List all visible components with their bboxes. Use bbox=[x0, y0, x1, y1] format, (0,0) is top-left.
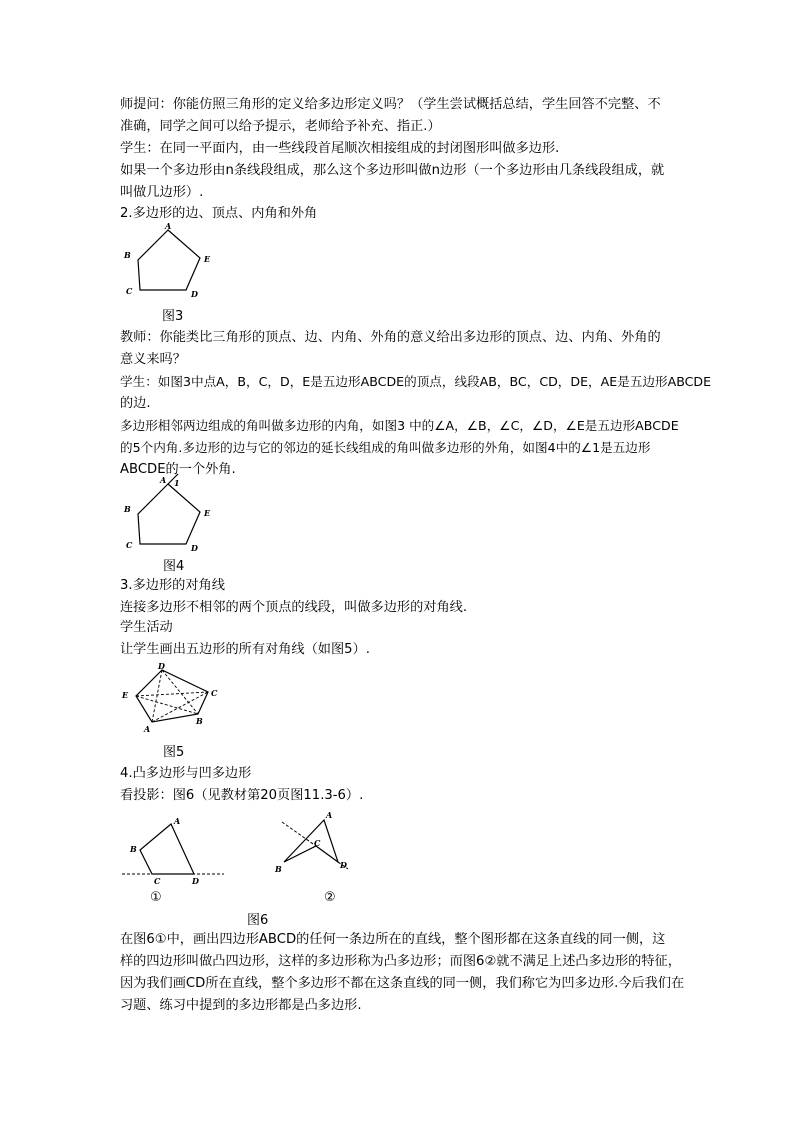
figure-5-diagonals bbox=[118, 660, 228, 735]
text-line: 的边. bbox=[120, 396, 151, 411]
vertex-label-d: D bbox=[191, 543, 198, 552]
vertex-label-a: A bbox=[165, 222, 172, 231]
section-heading-2: 2.多边形的边、顶点、内角和外角 bbox=[120, 206, 318, 221]
vertex-label-b: B bbox=[124, 504, 131, 514]
angle-label-1: 1 bbox=[174, 478, 180, 488]
figure-6-convex-quadrilateral bbox=[118, 812, 238, 907]
pentagon-shape bbox=[138, 484, 200, 544]
text-line: 叫做几边形）. bbox=[120, 185, 204, 200]
vertex-label-d: D bbox=[191, 289, 198, 299]
text-line: 因为我们画CD所在直线，整个多边形不都在这条直线的同一侧，我们称它为凹多边形.今后我们在 bbox=[120, 976, 685, 991]
paragraph-teacher-question bbox=[120, 94, 700, 116]
vertex-label-e: E bbox=[204, 254, 211, 264]
quadrilateral-shape bbox=[140, 824, 194, 874]
vertex-label-c: C bbox=[154, 876, 161, 886]
figure-6-caption: 图6 bbox=[247, 913, 269, 928]
vertex-label-a: A bbox=[160, 475, 167, 485]
pentagon-shape bbox=[138, 230, 200, 290]
section-heading-3: 3.多边形的对角线 bbox=[120, 578, 225, 593]
paragraph-diagonal-definition: 连接多边形不相邻的两个顶点的线段，叫做多边形的对角线. bbox=[120, 600, 468, 615]
vertex-label-a: A bbox=[326, 810, 333, 820]
vertex-label-c: C bbox=[126, 286, 133, 296]
paragraph-teacher-analogy: 教师：你能类比三角形的顶点、边、内角、外角的意义给出多边形的顶点、边、内角、外角的 bbox=[120, 330, 661, 345]
quadrilateral-shape bbox=[284, 820, 338, 862]
paragraph-projection: 看投影：图6（见教材第20页图11.3-6）. bbox=[120, 788, 364, 803]
section-heading-4: 4.凸多边形与凹多边形 bbox=[120, 766, 252, 781]
paragraph-convex-explanation: 在图6①中，画出四边形ABCD的任何一条边所在的直线，整个图形都在这条直线的同一侧，这 bbox=[120, 932, 666, 947]
sub-label-1: ① bbox=[150, 890, 162, 905]
vertex-label-e: E bbox=[204, 508, 211, 518]
pentagon-shape bbox=[136, 670, 208, 722]
vertex-label-d: D bbox=[192, 876, 199, 886]
text-line: 准确，同学之间可以给予提示，老师给予补充、指正.） bbox=[120, 119, 441, 134]
vertex-label-c: C bbox=[314, 838, 321, 848]
figure-3-pentagon bbox=[118, 222, 228, 302]
vertex-label-b: B bbox=[196, 716, 203, 726]
paragraph-student-definition: 学生：在同一平面内，由一些线段首尾顺次相接组成的封闭图形叫做多边形. bbox=[120, 141, 560, 156]
paragraph-angles: 多边形相邻两边组成的角叫做多边形的内角，如图3 中的∠A，∠B，∠C，∠D，∠E是五边形ABCDE bbox=[120, 418, 679, 433]
vertex-label-a: A bbox=[174, 816, 181, 826]
figure-4-exterior-angle bbox=[118, 472, 228, 552]
vertex-label-e: E bbox=[122, 690, 129, 700]
paragraph-student-activity: 学生活动 bbox=[120, 620, 173, 635]
paragraph-student-vertices: 学生：如图3中点A，B，C，D，E是五边形ABCDE的顶点，线段AB，BC，CD，DE，AE是五边形ABCDE bbox=[120, 374, 712, 389]
figure-6-concave-quadrilateral bbox=[268, 808, 368, 903]
vertex-label-c: C bbox=[211, 688, 218, 698]
vertex-label-b: B bbox=[130, 844, 137, 854]
paragraph-draw-diagonals: 让学生画出五边形的所有对角线（如图5）. bbox=[120, 642, 370, 657]
text-line: 意义来吗？ bbox=[120, 352, 186, 367]
text-line: ABCDE的一个外角. bbox=[120, 462, 236, 477]
vertex-label-d: D bbox=[340, 860, 347, 870]
paragraph-n-gon: 如果一个多边形由n条线段组成，那么这个多边形叫做n边形（一个多边形由几条线段组成，就 bbox=[120, 163, 665, 178]
figure-5-caption: 图5 bbox=[163, 745, 185, 760]
text-line: 的5个内角.多边形的边与它的邻边的延长线组成的角叫做多边形的外角，如图4中的∠1是五边形 bbox=[120, 440, 651, 455]
text-line: 样的四边形叫做凸四边形，这样的多边形称为凸多边形；而图6②就不满足上述凸多边形的特征， bbox=[120, 954, 681, 969]
text-line: 习题、练习中提到的多边形都是凸多边形. bbox=[120, 998, 362, 1013]
text-line: 师提问：你能仿照三角形的定义给多边形定义吗？（学生尝试概括总结，学生回答不完整、不 bbox=[120, 97, 661, 112]
vertex-label-a: A bbox=[144, 724, 151, 734]
vertex-label-d: D bbox=[158, 661, 165, 671]
vertex-label-b: B bbox=[275, 864, 282, 874]
vertex-label-c: C bbox=[126, 540, 133, 550]
vertex-label-b: B bbox=[124, 250, 131, 260]
sub-label-2: ② bbox=[324, 890, 336, 903]
figure-4-caption: 图4 bbox=[163, 559, 185, 574]
figure-3-caption: 图3 bbox=[162, 309, 184, 324]
